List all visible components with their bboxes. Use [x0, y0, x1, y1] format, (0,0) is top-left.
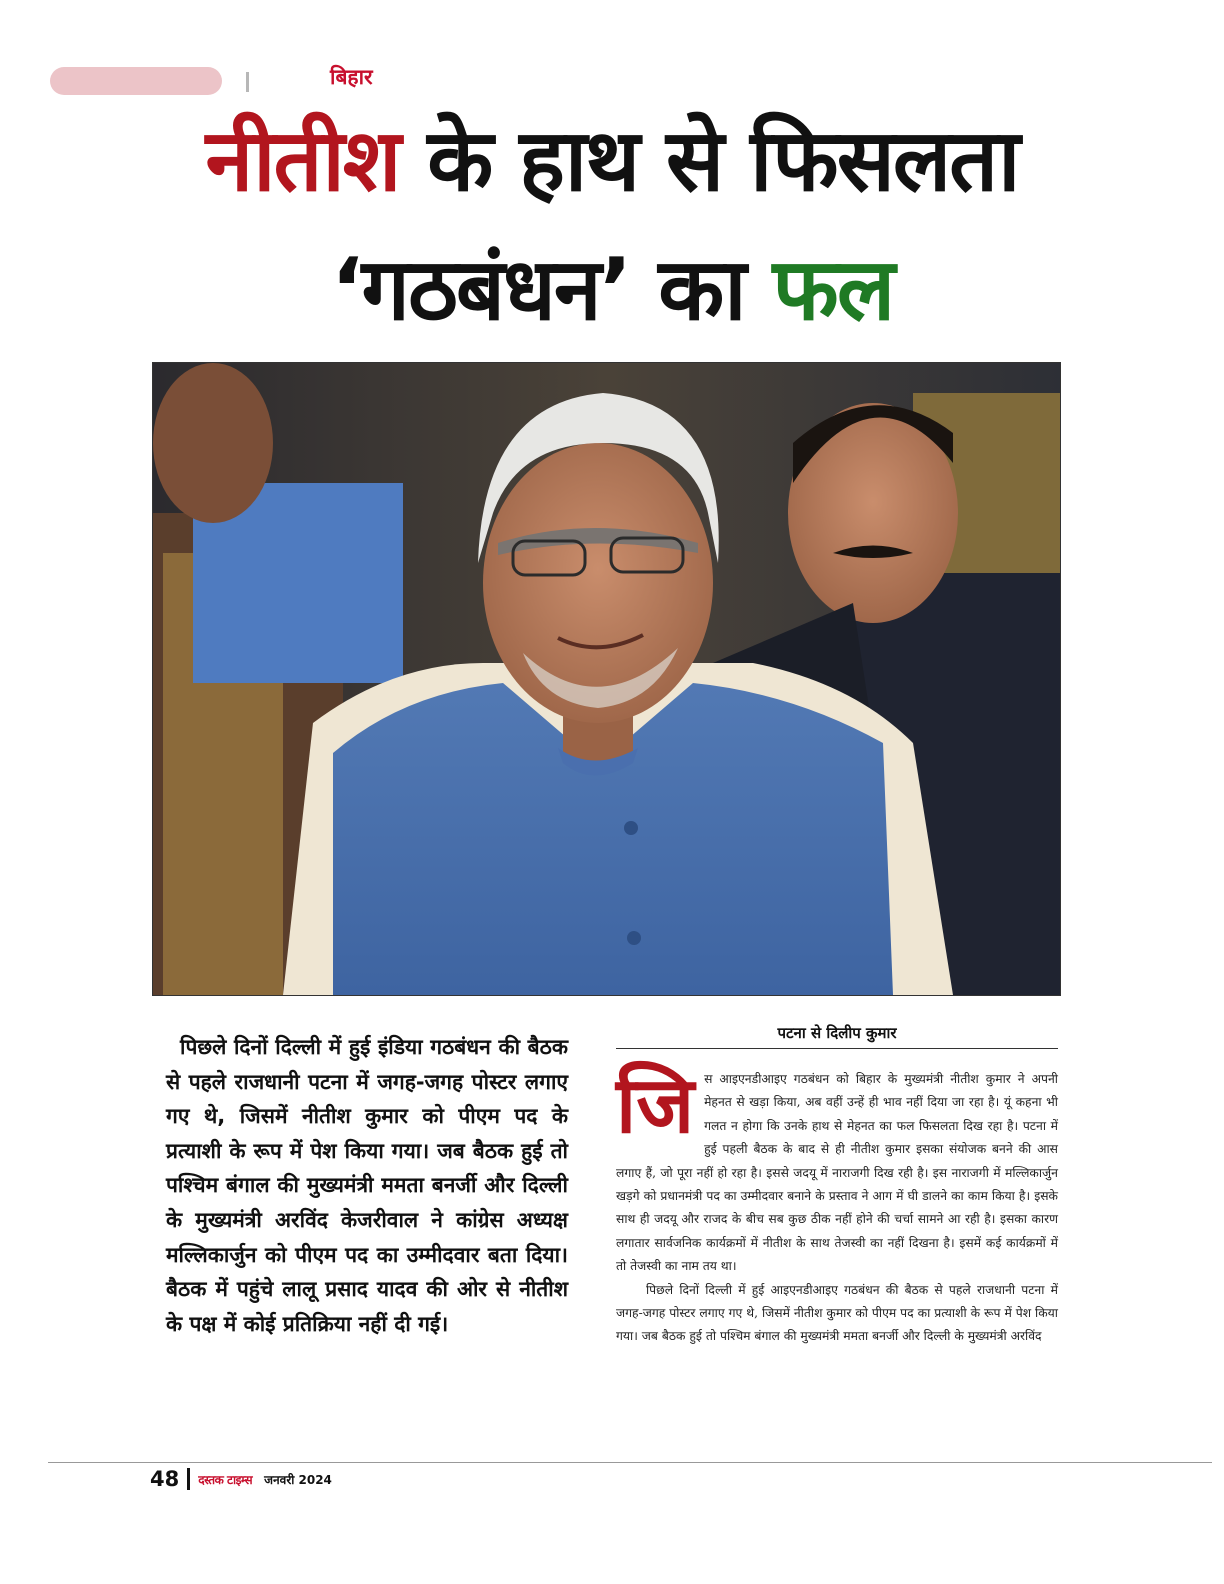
article-paragraph-2: पिछले दिनों दिल्ली में हुई आइएनडीआइए गठबंधन की बैठक से पहले राजधानी पटना में जगह-जगह पोस्टर लगाए गए थे, जिसमें नीतीश कुमार को पीएम पद का प्रत्याशी के रूप में पेश किया गया। जब बैठक हुई तो पश्चिम बंगाल की मुख्यमंत्री ममता बनर्जी और दिल्ली के मुख्यमंत्री अरविंद — [616, 1282, 1058, 1344]
lead-photo-illustration — [153, 363, 1060, 995]
issue-date: जनवरी 2024 — [264, 1472, 332, 1487]
headline-line-1 — [0, 111, 1224, 211]
footer-rule — [48, 1462, 1212, 1463]
article-body — [616, 1061, 1058, 1349]
lead-photo — [152, 362, 1061, 996]
page-footer — [150, 1466, 332, 1492]
section-label: बिहार — [330, 65, 373, 89]
headline-highlight-green: फल — [772, 240, 894, 340]
article-paragraph-1: स आइएनडीआइए गठबंधन को बिहार के मुख्यमंत्री नीतीश कुमार ने अपनी मेहनत से खड़ा किया, अब वहीं उन्हें ही भाव नहीं दिया जा रहा है। यूं कहना भी गलत न होगा कि उनके हाथ से मेहनत का फल फिसलता दिख रहा है। पटना में हुई पहली बैठक के बाद से ही नीतीश कुमार इसका संयोजक बनने की आस लगाए हैं, जो पूरा नहीं हो रहा है। इससे जदयू में नाराजगी दिख रही है। इस नाराजगी में मल्लिकार्जुन खड़गे को प्रधानमंत्री पद का उम्मीदवार बनाने के प्रस्ताव ने आग में घी डालने का काम किया है। इसके साथ ही जदयू और राजद के बीच सब कुछ ठीक नहीं होने की चर्चा सामने आ रही है। इसका कारण लगातार सार्वजनिक कार्यक्रमों में नीतीश के साथ तेजस्वी का नहीं दिखना है। इसमें कई कार्यक्रमों में तो तेजस्वी का नाम तय था। — [616, 1072, 1058, 1274]
byline: पटना से दिलीप कुमार — [777, 1024, 897, 1042]
headline-highlight-red: नीतीश — [205, 111, 400, 211]
headline-line-2-text: ‘गठबंधन’ का — [330, 240, 773, 340]
publication-logo: दस्तक टाइम्स — [198, 1472, 253, 1487]
section-pill — [50, 67, 222, 95]
drop-cap: जि — [616, 1061, 695, 1151]
lead-pullquote: पिछले दिनों दिल्ली में हुई इंडिया गठबंधन की बैठक से पहले राजधानी पटना में जगह-जगह पोस्टर लगाए गए थे, जिसमें नीतीश कुमार को पीएम पद के प्रत्याशी के रूप में पेश किया गया। जब बैठक हुई तो पश्चिम बंगाल की मुख्यमंत्री ममता बनर्जी और दिल्ली के मुख्यमंत्री अरविंद केजरीवाल ने कांग्रेस अध्यक्ष मल्लिकार्जुन को पीएम पद का उम्मीदवार बता दिया। बैठक में पहुंचे लालू प्रसाद यादव की ओर से नीतीश के पक्ष में कोई प्रतिक्रिया नहीं दी गई। — [166, 1035, 568, 1336]
top-bar — [48, 66, 608, 96]
page-number: 48 — [150, 1467, 180, 1491]
headline-line-2 — [0, 240, 1224, 340]
headline-line-1-rest: के हाथ से फिसलता — [399, 111, 1019, 211]
section-divider — [246, 72, 249, 92]
footer-divider — [187, 1468, 190, 1490]
byline-rule — [616, 1048, 1058, 1049]
